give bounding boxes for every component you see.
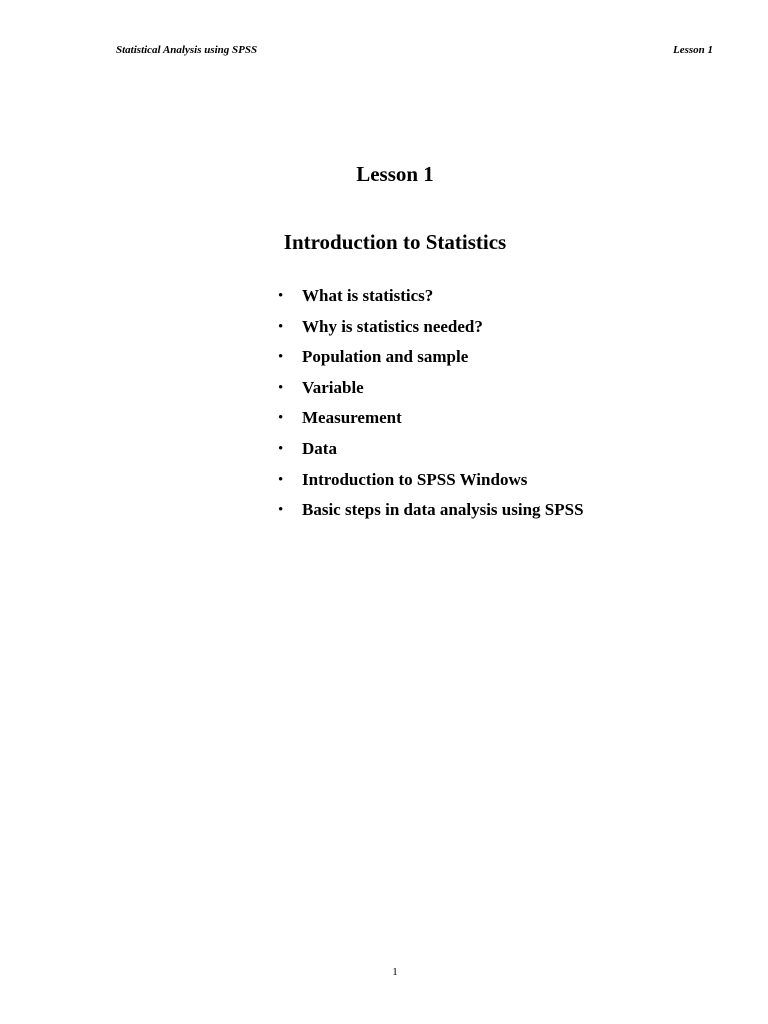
topic-text: Basic steps in data analysis using SPSS — [302, 500, 584, 520]
lesson-title: Lesson 1 — [356, 162, 434, 186]
page-number: 1 — [392, 966, 398, 978]
bullet-icon: • — [278, 318, 284, 335]
header-course-title: Statistical Analysis using SPSS — [116, 44, 258, 56]
topic-text: Introduction to SPSS Windows — [302, 469, 528, 489]
bullet-icon: • — [278, 288, 284, 304]
bullet-icon: • — [278, 410, 284, 427]
bullet-icon: • — [278, 471, 284, 488]
topic-text: Data — [302, 438, 337, 458]
topic-text: What is statistics? — [302, 286, 434, 305]
bullet-icon: • — [278, 349, 284, 366]
bullet-icon: • — [278, 502, 284, 519]
bullet-icon: • — [278, 440, 284, 457]
topic-text: Why is statistics needed? — [302, 316, 483, 336]
topic-text: Variable — [302, 377, 364, 397]
bullet-icon: • — [278, 379, 284, 396]
topic-text: Measurement — [302, 408, 402, 428]
running-header — [116, 44, 713, 58]
header-lesson-label: Lesson 1 — [672, 44, 713, 56]
topic-text: Population and sample — [302, 347, 469, 367]
section-title: Introduction to Statistics — [283, 230, 507, 254]
